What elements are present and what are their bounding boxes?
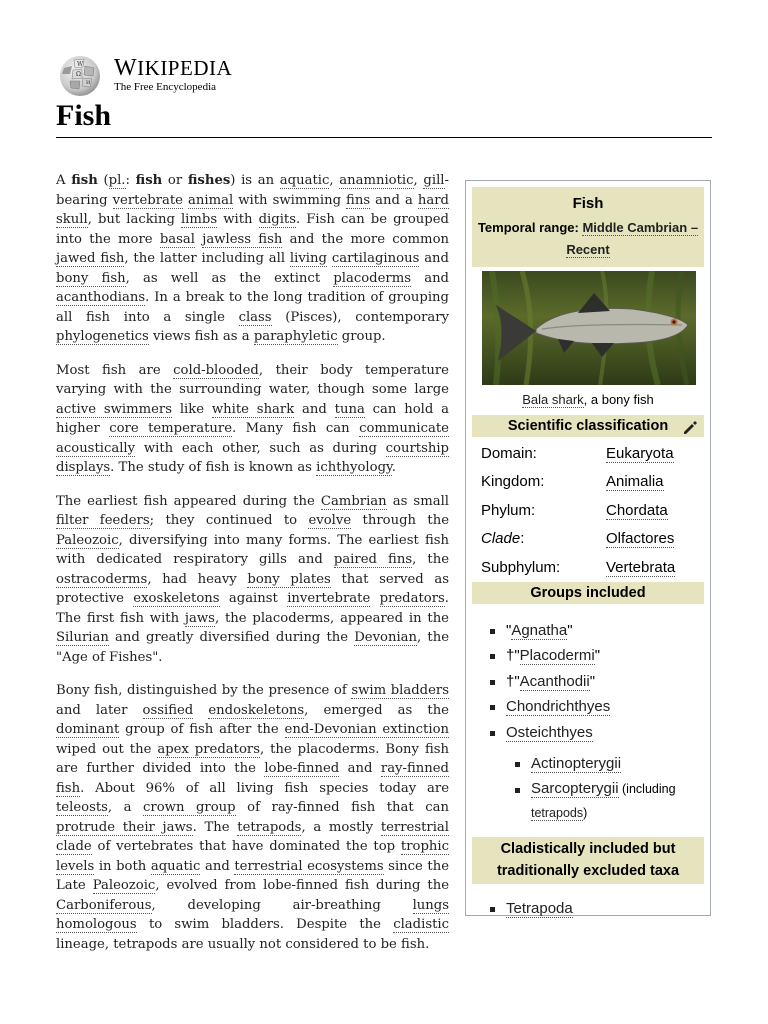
text: and <box>411 270 449 286</box>
article-link[interactable]: living <box>289 251 327 266</box>
text: ( <box>97 173 109 188</box>
article-link[interactable]: communicate acoustically <box>56 421 449 456</box>
article-link[interactable]: homologous <box>56 917 137 932</box>
subgroup-link[interactable]: Sarcopterygii <box>531 779 619 797</box>
article-link[interactable]: digits <box>258 212 296 227</box>
text: The earliest fish appeared during the <box>56 493 321 509</box>
text: ; they continued to <box>149 513 309 528</box>
text: -bearing <box>56 173 449 208</box>
classification-row <box>472 496 704 525</box>
pencil-icon[interactable] <box>682 419 698 435</box>
group-item: †"Placodermi" <box>506 643 710 669</box>
groups-heading: Groups included <box>472 582 704 604</box>
article-link[interactable]: anamniotic <box>339 173 414 188</box>
classification-rows <box>466 439 710 582</box>
text: group of fish after the <box>119 722 285 737</box>
article-link[interactable]: jawless fish <box>202 231 283 247</box>
article-link[interactable]: white shark <box>211 401 295 417</box>
bold-term: fish <box>135 173 163 188</box>
svg-text:W: W <box>77 61 84 68</box>
group-link[interactable]: Placodermi <box>519 647 595 664</box>
article-link[interactable]: class <box>238 309 272 325</box>
article-link[interactable]: Paleozoic <box>92 878 156 893</box>
text: can hold a higher <box>56 401 449 436</box>
article-link[interactable]: bony fish <box>56 270 126 286</box>
article-link[interactable]: Carboniferous <box>56 897 152 913</box>
text: Bony fish, distinguished by the presence of <box>56 683 352 698</box>
article-link[interactable]: gill <box>423 173 445 188</box>
text: , emerged as the <box>304 702 449 718</box>
article-link[interactable]: cold-blooded <box>173 362 259 378</box>
text: and greatly diversified during the <box>108 630 355 645</box>
article-link[interactable]: bony plates <box>247 571 331 587</box>
group-link[interactable]: Acanthodii <box>519 672 590 690</box>
article-link[interactable]: animal <box>188 192 234 208</box>
text: views fish as a <box>148 329 254 344</box>
article-link[interactable]: aquatic <box>279 173 330 188</box>
subgroup-item: Sarcopterygii (including tetrapods) <box>531 777 710 825</box>
text: , their body temperature varying with the surrounding water, though some large <box>56 362 449 397</box>
text: through the <box>351 513 449 528</box>
text: , <box>329 173 340 188</box>
article-link[interactable]: cladistic <box>393 917 449 932</box>
text: . The <box>192 819 238 835</box>
brand-tagline: The Free Encyclopedia <box>114 81 217 93</box>
article-link[interactable]: trophic levels <box>56 839 449 874</box>
text: wiped out the <box>56 741 158 757</box>
text: , the placoderms, appeared in the <box>214 610 449 626</box>
text: . In a break to the long tradition of grouping all fish into a single <box>56 290 449 325</box>
temporal-range-link[interactable]: Middle Cambrian – Recent <box>566 220 699 257</box>
article-link[interactable]: terrestrial ecosystems <box>234 858 384 874</box>
text: , diversifying into many forms. The earliest fish with dedicated respiratory gills and <box>56 532 449 567</box>
text: ) is an <box>230 173 280 188</box>
article-link[interactable]: hard skull <box>56 192 449 227</box>
article-link[interactable]: Silurian <box>56 630 109 645</box>
article-link[interactable]: ossified <box>142 702 194 718</box>
image-caption: Bala shark, a bony fish <box>522 392 654 407</box>
text <box>370 591 379 606</box>
infobox-title: Fish <box>572 195 604 212</box>
infobox-header <box>472 187 704 267</box>
article-link[interactable]: pl. <box>108 173 126 188</box>
text: , a <box>107 800 144 815</box>
article-link[interactable]: placoderms <box>333 270 411 286</box>
article-link[interactable]: fins <box>346 192 371 208</box>
text: , the "Age of Fishes". <box>56 630 449 665</box>
taxon-link[interactable]: Vertebrata <box>606 558 676 576</box>
text: , evolved from lobe-finned fish during the <box>155 878 450 893</box>
article-link[interactable]: swim bladders <box>351 683 449 698</box>
text: and a <box>370 192 418 208</box>
article-link[interactable]: courtship displays <box>56 440 449 475</box>
article-link[interactable]: phylogenetics <box>56 329 149 344</box>
text: . Many fish can <box>232 421 360 436</box>
text: (Pisces), contemporary <box>271 309 449 325</box>
wikipedia-wordmark[interactable] <box>114 56 232 94</box>
text: lineage, tetrapods are usually not considered to be fish. <box>56 936 430 952</box>
text: , the placoderms. Bony fish are further divided into the <box>56 741 449 776</box>
article-link[interactable]: Devonian <box>354 630 418 645</box>
classification-row <box>472 525 704 554</box>
excluded-heading: Cladistically included but traditionally excluded taxa <box>472 837 704 884</box>
caption-link[interactable]: Bala shark <box>522 392 584 407</box>
text: and <box>200 858 235 874</box>
text: and later <box>56 702 143 718</box>
text: since the Late <box>56 858 450 893</box>
bala-shark-image[interactable] <box>482 271 696 385</box>
article-body <box>56 171 449 968</box>
article-link[interactable]: clade <box>56 839 92 854</box>
article-link[interactable]: Cambrian <box>320 493 387 509</box>
article-paragraph <box>56 492 449 668</box>
rank-label: Kingdom: <box>481 473 545 491</box>
article-link[interactable]: evolve <box>308 513 352 528</box>
subgroup-link[interactable]: Actinopterygii <box>531 755 622 772</box>
article-link[interactable]: active swimmers <box>56 401 172 417</box>
article-link[interactable]: basal <box>159 231 195 247</box>
subgroup-item <box>531 751 710 777</box>
temporal-range: Temporal range: Middle Cambrian – Recent <box>477 220 699 257</box>
group-item <box>506 694 710 720</box>
group-item <box>506 720 710 825</box>
text: , as well as the extinct <box>125 270 334 286</box>
rank-label: Phylum: <box>481 501 536 519</box>
text: . Fish can be grouped into the more <box>56 212 449 247</box>
article-link[interactable]: predators <box>379 591 445 606</box>
article-link[interactable]: crown group <box>143 800 236 815</box>
classification-heading: Scientific classification <box>472 415 704 437</box>
text: of ray-finned fish that can <box>235 800 449 815</box>
group-link[interactable]: Chondrichthyes <box>506 698 611 715</box>
taxon-link[interactable]: Olfactores <box>606 530 675 548</box>
group-item: †"Acanthodii" <box>506 669 710 695</box>
bold-term: fishes <box>187 173 231 188</box>
article-link[interactable]: aquatic <box>150 858 201 874</box>
article-link[interactable]: end-Devonian extinction <box>284 722 450 737</box>
text: : <box>125 173 136 188</box>
text: . About 96% of all living fish species today are <box>80 780 449 796</box>
rank-label[interactable]: Clade: <box>481 530 525 548</box>
svg-text:Ω: Ω <box>76 71 81 78</box>
page-title: Fish <box>56 96 712 138</box>
text: with <box>217 212 259 227</box>
article-link[interactable]: jawed fish <box>56 251 125 266</box>
group-item: "Agnatha" <box>506 618 710 644</box>
text: that served as protective <box>56 571 449 606</box>
article-link[interactable]: terrestrial <box>380 819 449 835</box>
article-link[interactable]: endoskeletons <box>208 702 305 718</box>
bold-term: fish <box>71 173 98 188</box>
excluded-item <box>506 896 710 922</box>
text: and <box>294 401 335 417</box>
article-link[interactable]: protrude their jaws <box>56 819 193 835</box>
text <box>193 703 208 718</box>
article-link[interactable]: vertebrate <box>112 192 183 208</box>
text: . The study of fish is known as <box>110 460 317 475</box>
subgroup-list <box>506 751 710 825</box>
rank-label: Subphylum: <box>481 558 561 576</box>
text: , but lacking <box>87 212 181 227</box>
text: of vertebrates that have dominated the top <box>91 839 401 854</box>
text: A <box>56 173 72 188</box>
article-paragraph <box>56 171 449 347</box>
text: as small <box>386 493 449 509</box>
article-link[interactable]: Paleozoic <box>56 532 119 548</box>
text: like <box>172 401 212 417</box>
taxon-link[interactable]: Chordata <box>606 501 668 519</box>
text: against <box>219 591 288 606</box>
brand-name: WIKIPEDIA <box>114 55 233 81</box>
excluded-link[interactable]: Tetrapoda <box>506 899 573 917</box>
group-link[interactable]: Osteichthyes <box>506 723 593 741</box>
text: Most fish are <box>56 362 174 378</box>
group-link[interactable]: Agnatha <box>511 621 568 639</box>
classification-row <box>472 468 704 497</box>
wikipedia-globe-logo[interactable] <box>56 54 104 98</box>
article-link[interactable]: teleosts <box>56 800 108 815</box>
article-link[interactable]: cartilaginous <box>331 251 420 266</box>
text: in both <box>94 858 151 874</box>
text: , the latter including all <box>124 251 290 266</box>
article-link[interactable]: ostracoderms <box>56 571 148 587</box>
text: with swimming <box>233 192 347 208</box>
excluded-list <box>466 896 710 922</box>
article-link[interactable]: filter feeders <box>56 513 150 528</box>
article-link[interactable]: exoskeletons <box>133 591 220 606</box>
article-paragraph <box>56 361 449 478</box>
fish-illustration <box>482 271 696 385</box>
svg-text:И: И <box>86 80 91 86</box>
text: , developing air-breathing <box>151 897 413 913</box>
rank-label: Domain: <box>481 444 537 462</box>
article-link[interactable]: paired fins <box>333 552 413 567</box>
text: , a mostly <box>301 819 381 835</box>
classification-row <box>472 553 704 582</box>
text: . The first fish with <box>56 591 449 626</box>
tetrapods-link[interactable]: tetrapods <box>531 805 584 820</box>
text: and <box>339 761 381 776</box>
taxon-link[interactable]: Animalia <box>606 473 664 491</box>
text: with each other, such as during <box>135 440 386 456</box>
article-link[interactable]: jaws <box>184 610 215 626</box>
text: group. <box>337 329 386 344</box>
article-link[interactable]: tetrapods <box>237 819 302 835</box>
article-link[interactable]: dominant <box>56 722 120 737</box>
article-link[interactable]: tuna <box>334 401 365 417</box>
groups-list <box>466 618 710 825</box>
article-link[interactable]: core temperature <box>109 421 233 436</box>
text: , <box>413 173 424 188</box>
classification-row <box>472 439 704 468</box>
article-link[interactable]: invertebrate <box>287 591 371 606</box>
infobox <box>465 180 711 916</box>
text: to swim bladders. Despite the <box>136 917 394 932</box>
text: or <box>162 173 188 188</box>
text: , the <box>412 552 450 567</box>
article-link[interactable]: lobe-finned <box>264 761 340 776</box>
article-link[interactable]: acanthodians <box>56 290 146 305</box>
taxon-link[interactable]: Eukaryota <box>606 444 674 462</box>
text: . <box>391 460 396 475</box>
article-paragraph <box>56 681 449 954</box>
article-link[interactable]: lungs <box>412 897 449 913</box>
article-link[interactable]: paraphyletic <box>253 329 338 344</box>
article-link[interactable]: ray-finned fish <box>56 761 449 796</box>
text: and the more common <box>282 231 449 247</box>
article-link[interactable]: apex predators <box>157 741 260 757</box>
article-link[interactable]: limbs <box>180 212 218 227</box>
text: and <box>419 251 449 266</box>
article-link[interactable]: ichthyology <box>316 460 392 475</box>
text: , had heavy <box>147 571 248 587</box>
